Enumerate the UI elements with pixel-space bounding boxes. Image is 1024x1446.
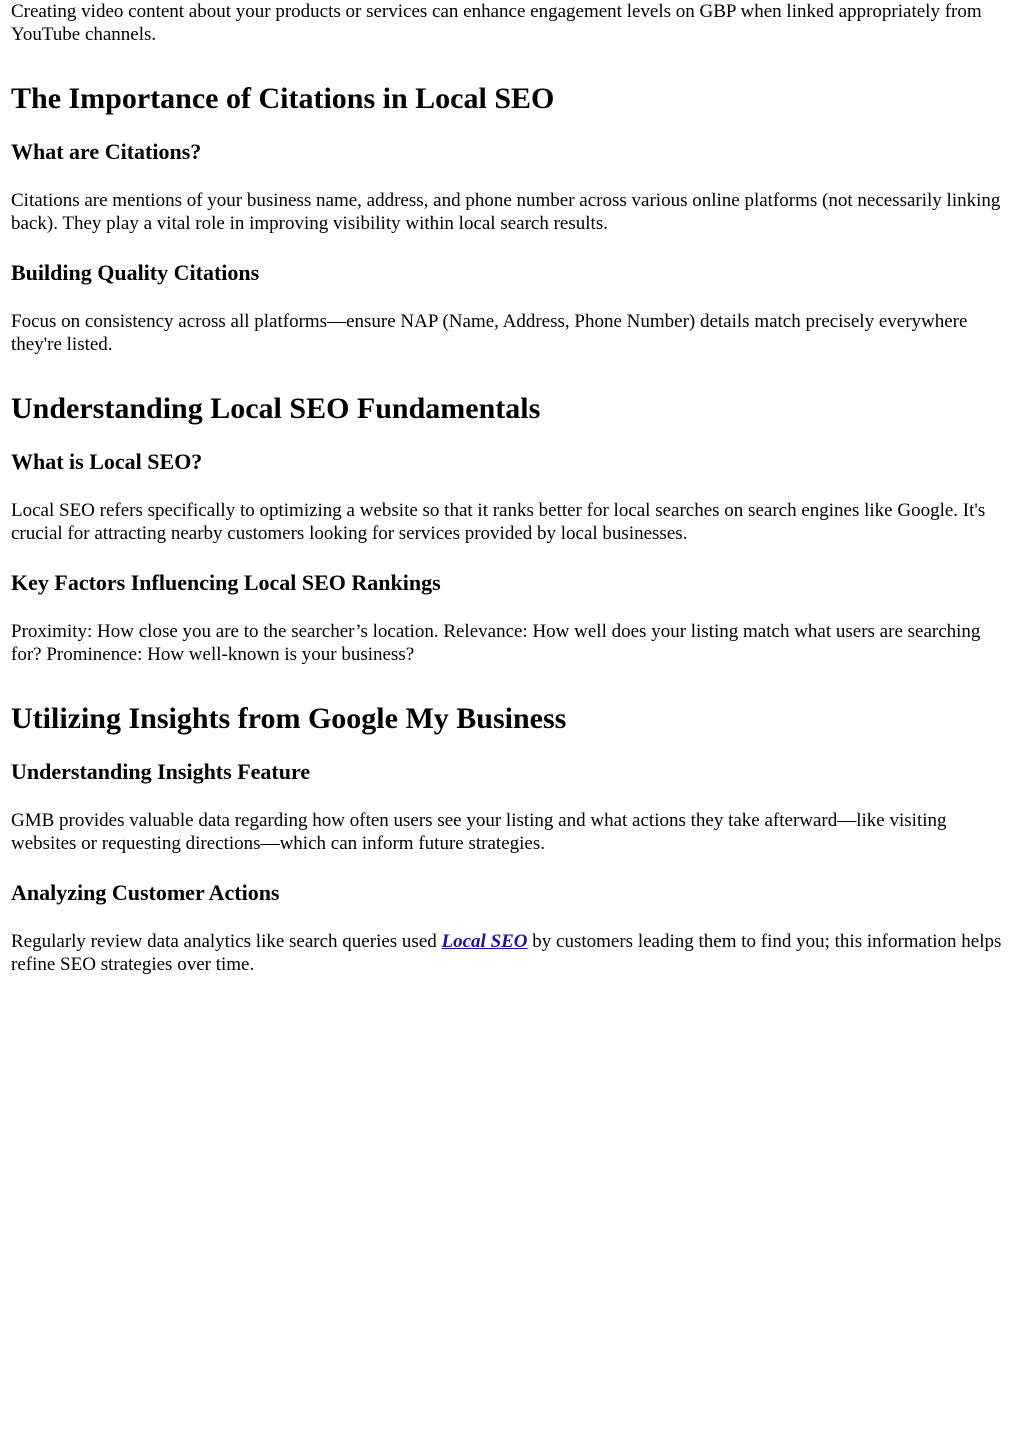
subheading-key-factors: Key Factors Influencing Local SEO Rankings xyxy=(11,570,441,595)
paragraph-what-are-citations: Citations are mentions of your business name, address, and phone number across various online platforms (not necessarily linking back). They play a vital role in improving visibility within local search results. xyxy=(11,190,1001,234)
subheading-understanding-insights: Understanding Insights Feature xyxy=(11,759,311,784)
paragraph-analyzing-customer-actions xyxy=(11,930,1013,976)
paragraph-text-after-link: by customers leading them to find you; this information helps refine SEO strategies over time. xyxy=(11,931,1002,975)
subheading-building-quality-citations: Building Quality Citations xyxy=(11,260,260,285)
subheading-analyzing-customer-actions: Analyzing Customer Actions xyxy=(11,880,280,905)
paragraph-text-before-link: Regularly review data analytics like search queries used xyxy=(11,931,442,952)
intro-paragraph: Creating video content about your products or services can enhance engagement levels on GBP when linked appropriately from YouTube channels. xyxy=(11,1,982,45)
paragraph-building-quality-citations: Focus on consistency across all platforms—ensure NAP (Name, Address, Phone Number) details match precisely everywhere they're listed. xyxy=(11,311,968,355)
section-heading-citations: The Importance of Citations in Local SEO xyxy=(11,82,555,115)
subheading-what-are-citations: What are Citations? xyxy=(11,139,202,164)
paragraph-what-is-local-seo: Local SEO refers specifically to optimizing a website so that it ranks better for local searches on search engines like Google. It's crucial for attracting nearby customers looking for services provided by local businesses. xyxy=(11,500,986,544)
local-seo-link[interactable]: Local SEO xyxy=(441,931,528,952)
subheading-what-is-local-seo: What is Local SEO? xyxy=(11,449,203,474)
paragraph-key-factors: Proximity: How close you are to the searcher’s location. Relevance: How well does your listing match what users are searching for? Prominence: How well-known is your business? xyxy=(11,621,981,665)
section-heading-local-seo-fundamentals: Understanding Local SEO Fundamentals xyxy=(11,392,541,425)
paragraph-understanding-insights: GMB provides valuable data regarding how often users see your listing and what actions they take afterward—like visiting websites or requesting directions—which can inform future strategies. xyxy=(11,810,947,854)
section-heading-gmb-insights: Utilizing Insights from Google My Business xyxy=(11,702,567,735)
